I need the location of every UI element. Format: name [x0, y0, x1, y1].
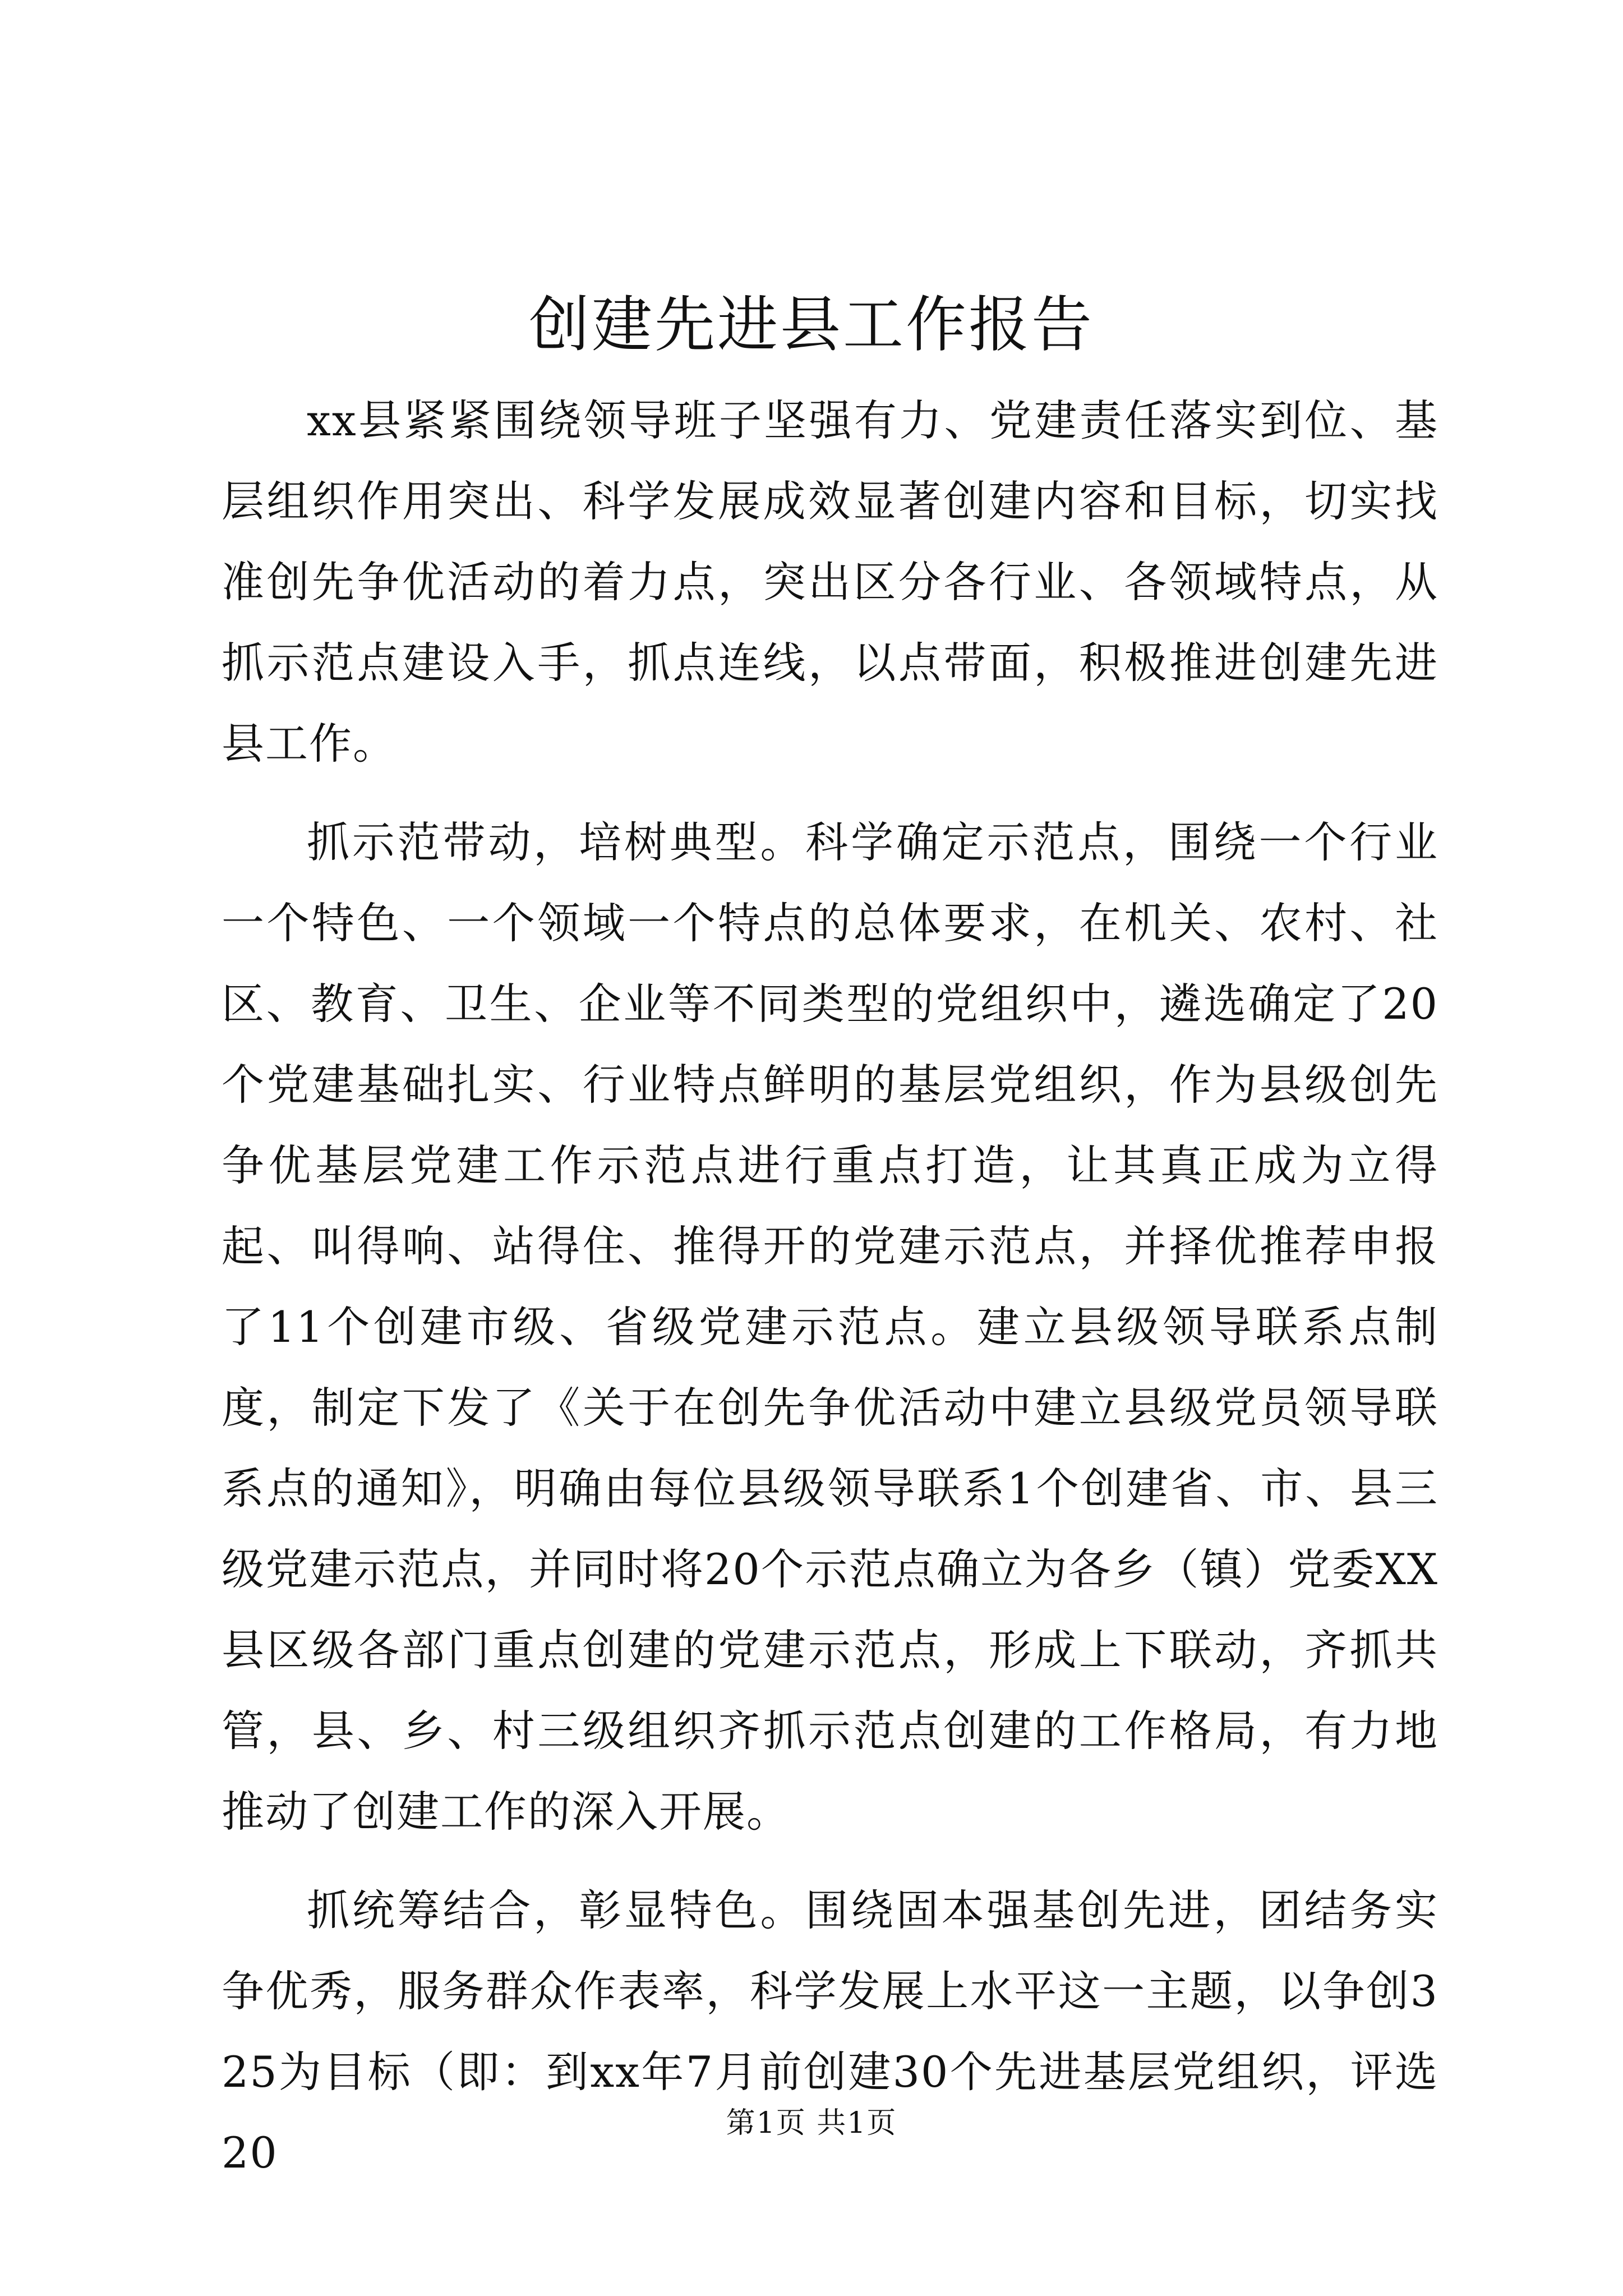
paragraph-coordination: 抓统筹结合，彰显特色。围绕固本强基创先进，团结务实争优秀，服务群众作表率，科学发展上水平这一主题，以争创325为目标（即：到xx年7月前创建30个先进基层党组织，评选20	[222, 1885, 1438, 2178]
paragraph-demonstration: 抓示范带动，培树典型。科学确定示范点，围绕一个行业一个特色、一个领域一个特点的总体要求，在机关、农村、社区、教育、卫生、企业等不同类型的党组织中，遴选确定了20个党建基础扎实、行业特点鲜明的基层党组织，作为县级创先争优基层党建工作示范点进行重点打造，让其真正成为立得起、叫得响、站得住、推得开的党建示范点，并择优推荐申报了11个创建市级、省级党建示范点。建立县级领导联系点制度，制定下发了《关于在创先争优活动中建立县级党员领导联系点的通知》，明确由每位县级领导联系1个创建省、市、县三级党建示范点，并同时将20个示范点确立为各乡（镇）党委XX县区级各部门重点创建的党建示范点，形成上下联动，齐抓共管，县、乡、村三级组织齐抓示范点创建的工作格局，有力地推动了创建工作的深入开展。	[222, 817, 1438, 1837]
page-footer: 第1页 共1页	[726, 2106, 897, 2140]
document-title: 创建先进县工作报告	[528, 290, 1094, 360]
document-body	[222, 380, 1438, 2211]
paragraph-intro: xx县紧紧围绕领导班子坚强有力、党建责任落实到位、基层组织作用突出、科学发展成效显著创建内容和目标，切实找准创先争优活动的着力点，突出区分各行业、各领域特点，从抓示范点建设入手，抓点连线，以点带面，积极推进创建先进县工作。	[222, 395, 1438, 769]
